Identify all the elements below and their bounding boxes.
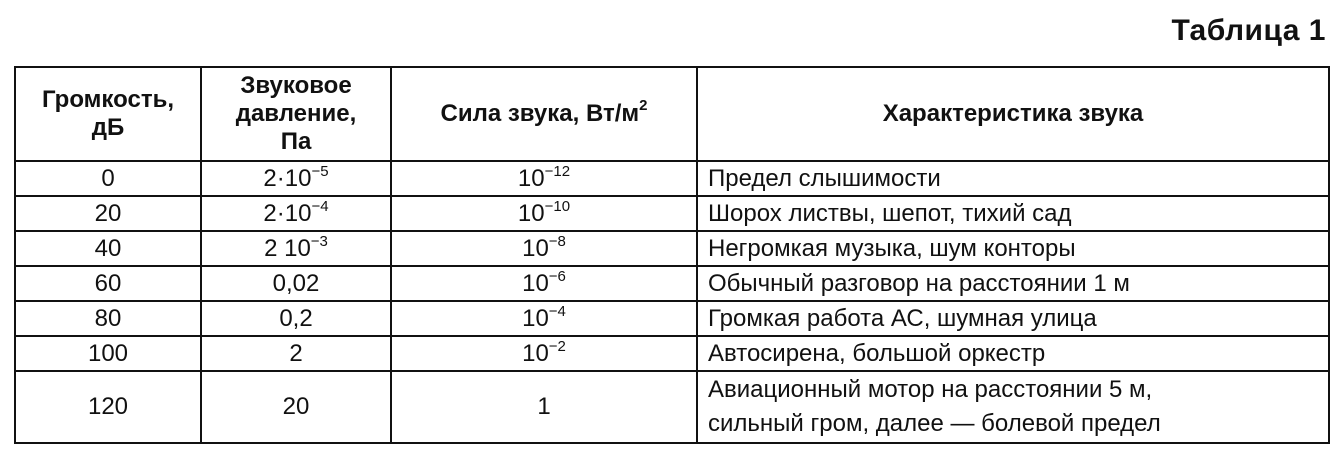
pressure-base: 2·10 [263,199,312,227]
cell-loudness [15,371,201,443]
loudness-value: 20 [94,199,122,227]
cell-pressure [201,301,391,336]
cell-pressure [201,161,391,196]
cell-intensity [391,301,697,336]
cell-intensity [391,161,697,196]
intensity-value [522,267,566,298]
header-pressure-line-1: Звуковое [240,72,352,99]
cell-description [697,161,1329,196]
table-row [15,301,1329,336]
description-line: Авиационный мотор на расстоянии 5 м, [708,376,1153,403]
cell-intensity [391,336,697,371]
loudness-value: 80 [94,304,122,332]
table-row [15,161,1329,196]
table-header-row [15,67,1329,161]
intensity-base: 10 [517,199,545,227]
pressure-base: 2 10 [264,234,311,262]
description-line: Предел слышимости [708,164,941,192]
table-body [15,161,1329,443]
header-loudness-line-2: дБ [91,114,125,141]
cell-pressure [201,371,391,443]
header-loudness [15,67,201,161]
cell-intensity [391,231,697,266]
intensity-base: 10 [517,164,545,192]
pressure-value [273,270,320,298]
pressure-exponent: −5 [311,162,329,180]
header-loudness-line-1: Громкость, [41,86,174,113]
intensity-exponent: −8 [548,232,566,250]
pressure-base: 2·10 [263,164,312,192]
cell-loudness [15,161,201,196]
cell-pressure [201,336,391,371]
header-pressure [201,67,391,161]
intensity-base: 10 [522,339,549,367]
cell-pressure [201,196,391,231]
cell-loudness [15,336,201,371]
cell-loudness [15,301,201,336]
cell-description [697,266,1329,301]
intensity-base: 10 [522,269,549,297]
cell-description [697,371,1329,443]
description-line: Обычный разговор на расстоянии 1 м [708,269,1130,297]
cell-description [697,301,1329,336]
cell-pressure [201,231,391,266]
pressure-base: 0,2 [279,304,313,332]
intensity-value [522,302,566,333]
loudness-value: 40 [94,234,122,262]
description-line: Шорох листвы, шепот, тихий сад [708,199,1072,227]
table-caption: Таблица 1 [1171,14,1326,47]
header-intensity-label: Сила звука, Вт/м [440,100,640,127]
cell-loudness [15,196,201,231]
intensity-exponent: −12 [544,162,571,180]
table-row [15,196,1329,231]
table-row [15,266,1329,301]
loudness-value: 60 [94,269,122,297]
cell-description [697,196,1329,231]
cell-description [697,336,1329,371]
header-pressure-line-2: давление, [235,100,357,127]
intensity-value [522,232,566,263]
pressure-base: 0,02 [272,269,320,297]
intensity-base: 10 [522,304,549,332]
intensity-exponent: −6 [548,267,566,285]
intensity-exponent: −4 [548,302,566,320]
pressure-value [264,232,328,263]
intensity-exponent: −2 [548,337,566,355]
sound-levels-table [14,66,1330,444]
header-intensity [391,67,697,161]
intensity-base: 1 [537,393,551,420]
header-pressure-line-3: Па [280,128,312,155]
pressure-value [283,390,310,424]
cell-loudness [15,266,201,301]
pressure-value [279,305,312,333]
pressure-exponent: −3 [310,232,328,250]
intensity-value [522,337,566,368]
intensity-exponent: −10 [544,197,571,215]
header-description-label: Характеристика звука [882,100,1144,127]
pressure-base: 2 [289,339,303,367]
cell-intensity [391,196,697,231]
cell-pressure [201,266,391,301]
table-row [15,231,1329,266]
header-description [697,67,1329,161]
loudness-value: 100 [87,339,129,367]
description-line: Негромкая музыка, шум конторы [708,234,1076,262]
pressure-exponent: −4 [311,197,329,215]
pressure-value [289,340,302,368]
pressure-base: 20 [282,393,310,420]
table-row [15,371,1329,443]
description-line: сильный гром, далее — болевой предел [708,410,1161,437]
cell-description [697,231,1329,266]
pressure-value [263,162,329,193]
intensity-value [517,197,571,228]
intensity-value [537,390,550,424]
loudness-value: 120 [87,393,129,420]
intensity-base: 10 [522,234,549,262]
cell-intensity [391,371,697,443]
intensity-value [517,162,571,193]
header-intensity-exponent: 2 [639,97,648,114]
pressure-value [263,197,329,228]
description-line: Автосирена, большой оркестр [708,339,1046,367]
cell-intensity [391,266,697,301]
cell-loudness [15,231,201,266]
loudness-value: 0 [101,164,115,192]
table-row [15,336,1329,371]
description-line: Громкая работа АС, шумная улица [708,304,1097,332]
